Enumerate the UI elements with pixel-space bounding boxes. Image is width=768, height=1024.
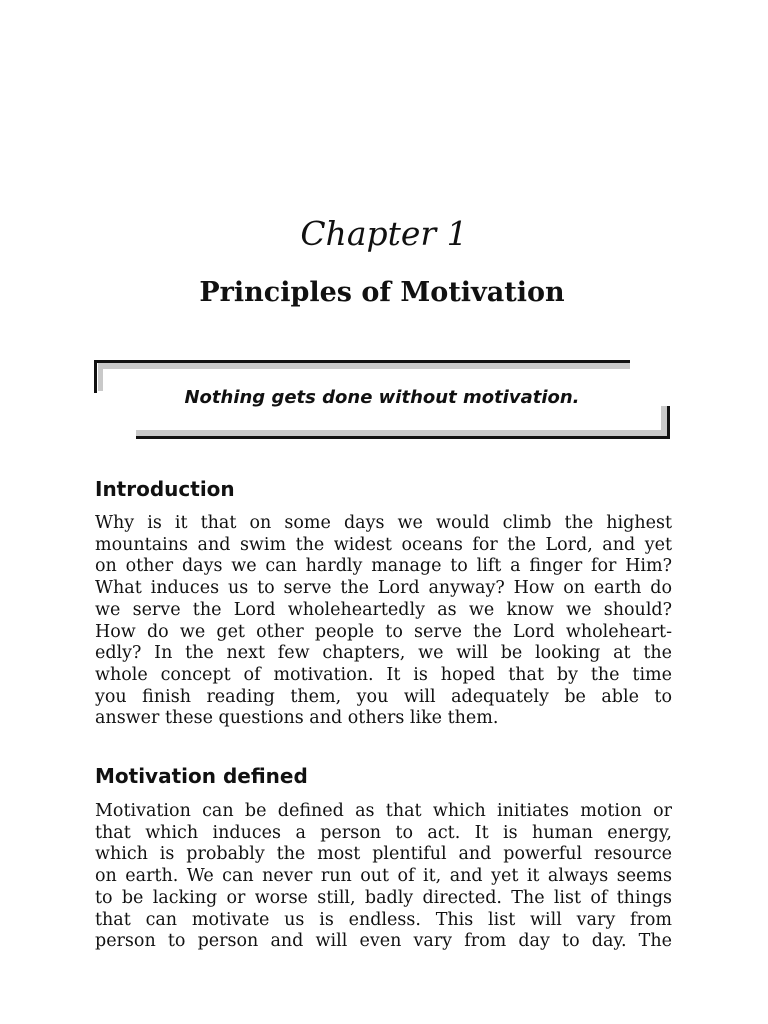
text-line: Motivation can be defined as that which initiates motion or — [95, 801, 672, 821]
text-line: you finish reading them, you will adequately be able to — [95, 686, 672, 707]
epigraph-frame-bottom — [136, 436, 670, 439]
paragraph-motivation-defined — [95, 801, 672, 953]
text-line: mountains and swim the widest oceans for the Lord, and yet — [95, 534, 672, 555]
text-line: to be lacking or worse still, badly directed. The list of things — [95, 887, 672, 908]
text-line: Why is it that on some days we would climb the highest — [95, 513, 672, 533]
text-line: person to person and will even vary from day to day. The — [95, 931, 672, 952]
paragraph-introduction — [95, 513, 672, 730]
text-line: that which induces a person to act. It is human energy, — [95, 822, 672, 843]
text-line: How do we get other people to serve the Lord wholeheart- — [95, 621, 672, 642]
text-line: that can motivate us is endless. This list will vary from — [95, 909, 672, 930]
epigraph-frame-right — [667, 406, 670, 439]
section-heading-motivation-defined: Motivation defined — [95, 764, 308, 788]
epigraph-box — [94, 360, 674, 440]
text-line: on other days we can hardly manage to lift a finger for Him? — [95, 556, 672, 577]
section-heading-introduction: Introduction — [95, 477, 235, 501]
text-line: which is probably the most plentiful and powerful resource — [95, 844, 672, 865]
text-line: What induces us to serve the Lord anyway? How on earth do — [95, 578, 672, 599]
epigraph-frame-top — [94, 360, 630, 363]
chapter-title: Principles of Motivation — [199, 277, 565, 308]
text-line: answer these questions and others like them. — [95, 708, 499, 729]
epigraph-text: Nothing gets done without motivation. — [184, 387, 580, 408]
text-line: edly? In the next few chapters, we will be looking at the — [95, 643, 672, 664]
text-line: whole concept of motivation. It is hoped that by the time — [95, 664, 672, 685]
text-line: on earth. We can never run out of it, and yet it always seems — [95, 866, 672, 887]
chapter-label: Chapter 1 — [300, 214, 468, 253]
epigraph-frame-shade-top — [102, 363, 630, 369]
text-line: we serve the Lord wholeheartedly as we know we should? — [95, 599, 672, 620]
